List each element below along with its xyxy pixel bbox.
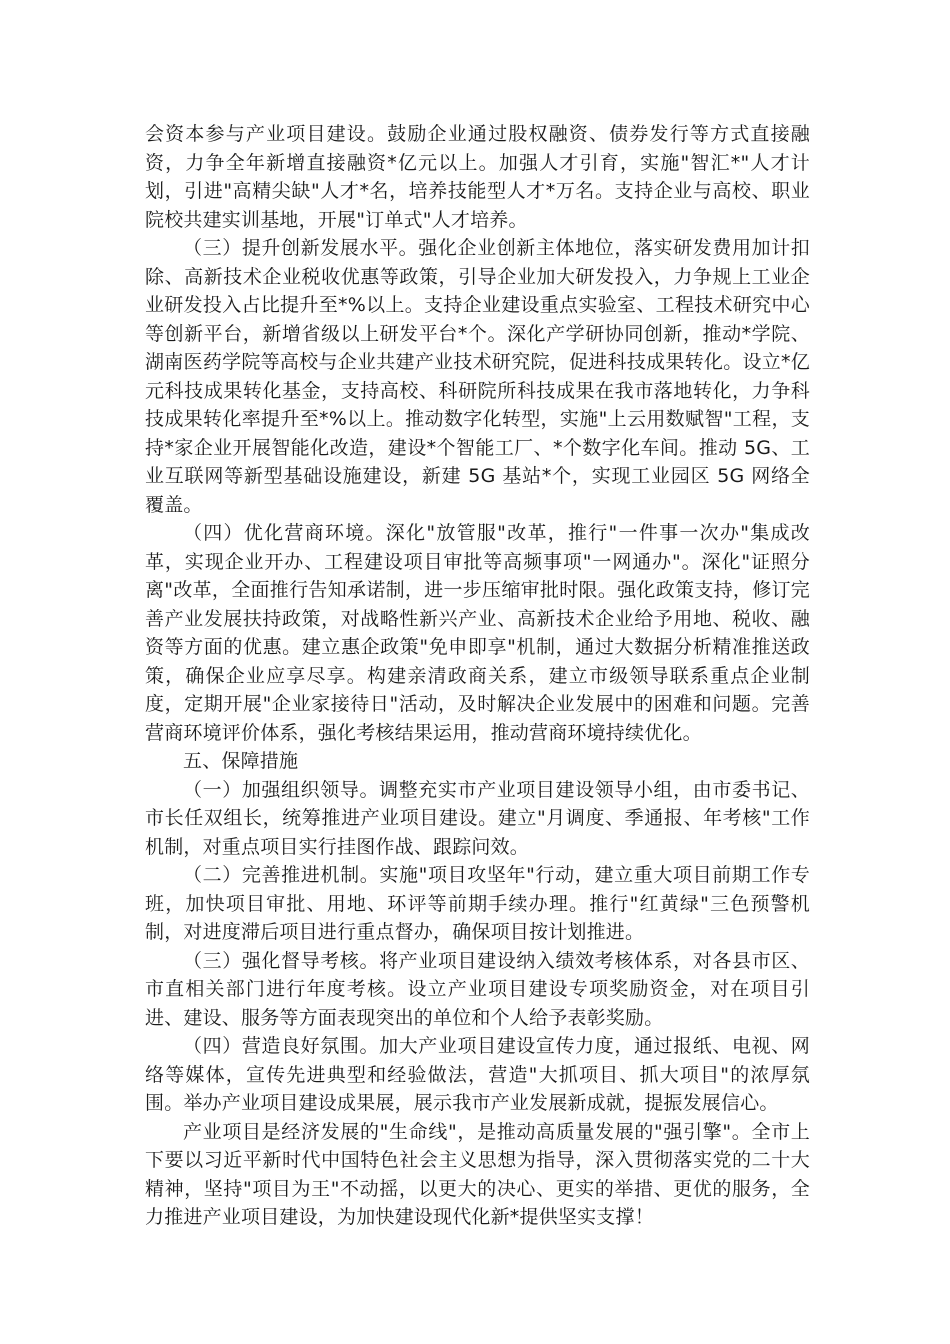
document-page [145,120,810,1232]
paragraph-2: （三）提升创新发展水平。强化企业创新主体地位，落实研发费用加计扣除、高新技术企业税收优惠等政策，引导企业加大研发投入，力争规上工业企业研发投入占比提升至*%以上。支持企业建设重点实验室、工程技术研究中心等创新平台，新增省级以上研发平台*个。深化产学研协同创新，推动*学院、湖南医药学院等高校与企业共建产业技术研究院，促进科技成果转化。设立*亿元科技成果转化基金，支持高校、科研院所科技成果在我市落地转化，力争科技成果转化率提升至*%以上。推动数字化转型，实施"上云用数赋智"工程，支持*家企业开展智能化改造，建设*个智能工厂、*个数字化车间。推动 5G、工业互联网等新型基础设施建设，新建 5G 基站*个，实现工业园区 5G 网络全覆盖。 [145,237,810,516]
paragraph-9: 产业项目是经济发展的"生命线"，是推动高质量发展的"强引擎"。全市上下要以习近平新时代中国特色社会主义思想为指导，深入贯彻落实党的二十大精神，坚持"项目为王"不动摇，以更大的决心、更实的举措、更优的服务，全力推进产业项目建设，为加快建设现代化新*提供坚实支撑！ [145,1120,810,1228]
paragraph-1: 会资本参与产业项目建设。鼓励企业通过股权融资、债券发行等方式直接融资，力争全年新增直接融资*亿元以上。加强人才引育，实施"智汇*"人才计划，引进"高精尖缺"人才*名，培养技能型人才*万名。支持企业与高校、职业院校共建实训基地，开展"订单式"人才培养。 [145,123,810,231]
paragraph-3: （四）优化营商环境。深化"放管服"改革，推行"一件事一次办"集成改革，实现企业开办、工程建设项目审批等高频事项"一网通办"。深化"证照分离"改革，全面推行告知承诺制，进一步压缩审批时限。强化政策支持，修订完善产业发展扶持政策，对战略性新兴产业、高新技术企业给予用地、税收、融资等方面的优惠。建立惠企政策"免申即享"机制，通过大数据分析精准推送政策，确保企业应享尽享。构建亲清政商关系，建立市级领导联系重点企业制度，定期开展"企业家接待日"活动，及时解决企业发展中的困难和问题。完善营商环境评价体系，强化考核结果运用，推动营商环境持续优化。 [145,522,810,744]
paragraph-6: （二）完善推进机制。实施"项目攻坚年"行动，建立重大项目前期工作专班，加快项目审批、用地、环评等前期手续办理。推行"红黄绿"三色预警机制，对进度滞后项目进行重点督办，确保项目按计划推进。 [145,864,810,943]
paragraph-8: （四）营造良好氛围。加大产业项目建设宣传力度，通过报纸、电视、网络等媒体，宣传先进典型和经验做法，营造"大抓项目、抓大项目"的浓厚氛围。举办产业项目建设成果展，展示我市产业发展新成就，提振发展信心。 [145,1035,810,1114]
paragraph-7: （三）强化督导考核。将产业项目建设纳入绩效考核体系，对各县市区、市直相关部门进行年度考核。设立产业项目建设专项奖励资金，对在项目引进、建设、服务等方面表现突出的单位和个人给予表彰奖励。 [145,949,810,1029]
paragraph-5: （一）加强组织领导。调整充实市产业项目建设领导小组，由市委书记、市长任双组长，统筹推进产业项目建设。建立"月调度、季通报、年考核"工作机制，对重点项目实行挂图作战、跟踪问效。 [145,778,810,858]
section-heading: 五、保障措施 [183,750,299,772]
